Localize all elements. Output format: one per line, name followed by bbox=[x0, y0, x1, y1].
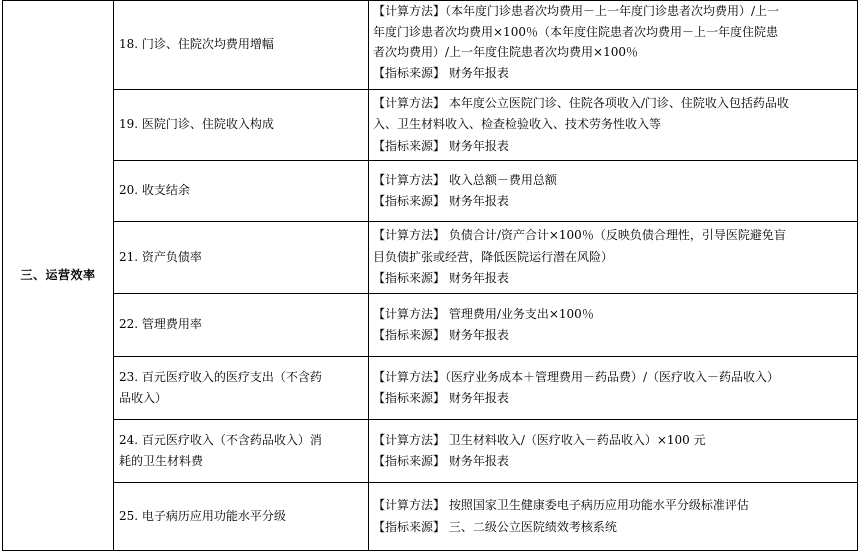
indicator-desc-cell bbox=[369, 222, 858, 294]
indicator-desc-cell bbox=[369, 483, 858, 551]
indicator-name: 22. 管理费用率 bbox=[119, 317, 202, 332]
indicator-name: 19. 医院门诊、住院收入构成 bbox=[119, 117, 274, 132]
table-row bbox=[3, 357, 858, 420]
indicator-name-cell bbox=[114, 161, 369, 222]
indicator-name: 21. 资产负债率 bbox=[119, 249, 202, 264]
source-line: 【指标来源】 财务年报表 bbox=[373, 328, 509, 342]
source-line: 【指标来源】 财务年报表 bbox=[373, 454, 509, 468]
method-line: 入、卫生材料收入、检查检验收入、技术劳务性收入等 bbox=[373, 117, 662, 132]
source-line: 【指标来源】 财务年报表 bbox=[373, 65, 509, 80]
indicator-name: 20. 收支结余 bbox=[119, 183, 190, 198]
indicator-desc-cell bbox=[369, 161, 858, 222]
method-line: 【计算方法】 按照国家卫生健康委电子病历应用功能水平分级标准评估 bbox=[373, 498, 749, 512]
source-line: 【指标来源】 财务年报表 bbox=[373, 194, 509, 208]
method-line: 年度门诊患者次均费用×100％（本年度住院患者次均费用－上一年度住院患 bbox=[373, 24, 778, 39]
indicator-desc-cell bbox=[369, 294, 858, 357]
source-line: 【指标来源】 三、二级公立医院绩效考核系统 bbox=[373, 519, 617, 534]
indicator-desc-cell bbox=[369, 357, 858, 420]
indicator-name: 24. 百元医疗收入（不含药品收入）消 bbox=[119, 432, 322, 447]
source-line: 【指标来源】 财务年报表 bbox=[373, 391, 509, 405]
indicator-name: 18. 门诊、住院次均费用增幅 bbox=[119, 37, 274, 52]
indicator-name-cell bbox=[114, 420, 369, 483]
indicator-name-cell bbox=[114, 222, 369, 294]
indicator-name-cell bbox=[114, 294, 369, 357]
indicator-name: 25. 电子病历应用功能水平分级 bbox=[119, 508, 286, 523]
indicator-name: 23. 百元医疗收入的医疗支出（不含药 bbox=[119, 369, 322, 384]
indicator-desc-cell bbox=[369, 1, 858, 90]
table-row bbox=[3, 483, 858, 551]
method-line: 【计算方法】 卫生材料收入/（医疗收入－药品收入）×100 元 bbox=[373, 432, 706, 447]
method-line: 【计算方法】 本年度公立医院门诊、住院各项收入/门诊、住院收入包括药品收 bbox=[373, 95, 789, 110]
indicator-desc-cell bbox=[369, 90, 858, 161]
method-line: 【计算方法】 负债合计/资产合计×100％（反映负债合理性，引导医院避免盲 bbox=[373, 228, 786, 243]
table-row bbox=[3, 222, 858, 294]
indicator-name-cell bbox=[114, 483, 369, 551]
table-row bbox=[3, 1, 858, 90]
indicator-name-cell bbox=[114, 1, 369, 90]
indicator-name-cell bbox=[114, 90, 369, 161]
table-row bbox=[3, 420, 858, 483]
category-cell bbox=[3, 1, 114, 551]
method-line: 目负债扩张或经营，降低医院运行潜在风险） bbox=[373, 249, 614, 264]
method-line: 【计算方法】 管理费用/业务支出×100％ bbox=[373, 306, 594, 321]
indicator-desc-cell bbox=[369, 420, 858, 483]
table-row bbox=[3, 161, 858, 222]
indicator-name: 品收入） bbox=[119, 391, 168, 405]
indicator-table bbox=[2, 0, 858, 551]
indicator-name: 耗的卫生材料费 bbox=[119, 454, 204, 468]
method-line: 者次均费用）/上一年度住院患者次均费用×100％ bbox=[373, 45, 639, 59]
source-line: 【指标来源】 财务年报表 bbox=[373, 138, 509, 153]
source-line: 【指标来源】 财务年报表 bbox=[373, 271, 509, 286]
indicator-name-cell bbox=[114, 357, 369, 420]
method-line: 【计算方法】 收入总额－费用总额 bbox=[373, 172, 557, 187]
table-row bbox=[3, 294, 858, 357]
table-row bbox=[3, 90, 858, 161]
method-line: 【计算方法】（医疗业务成本＋管理费用－药品费）/（医疗收入－药品收入） bbox=[373, 369, 780, 384]
category-label: 三、运营效率 bbox=[20, 267, 96, 282]
method-line: 【计算方法】（本年度门诊患者次均费用－上一年度门诊患者次均费用）/上一 bbox=[373, 4, 780, 18]
